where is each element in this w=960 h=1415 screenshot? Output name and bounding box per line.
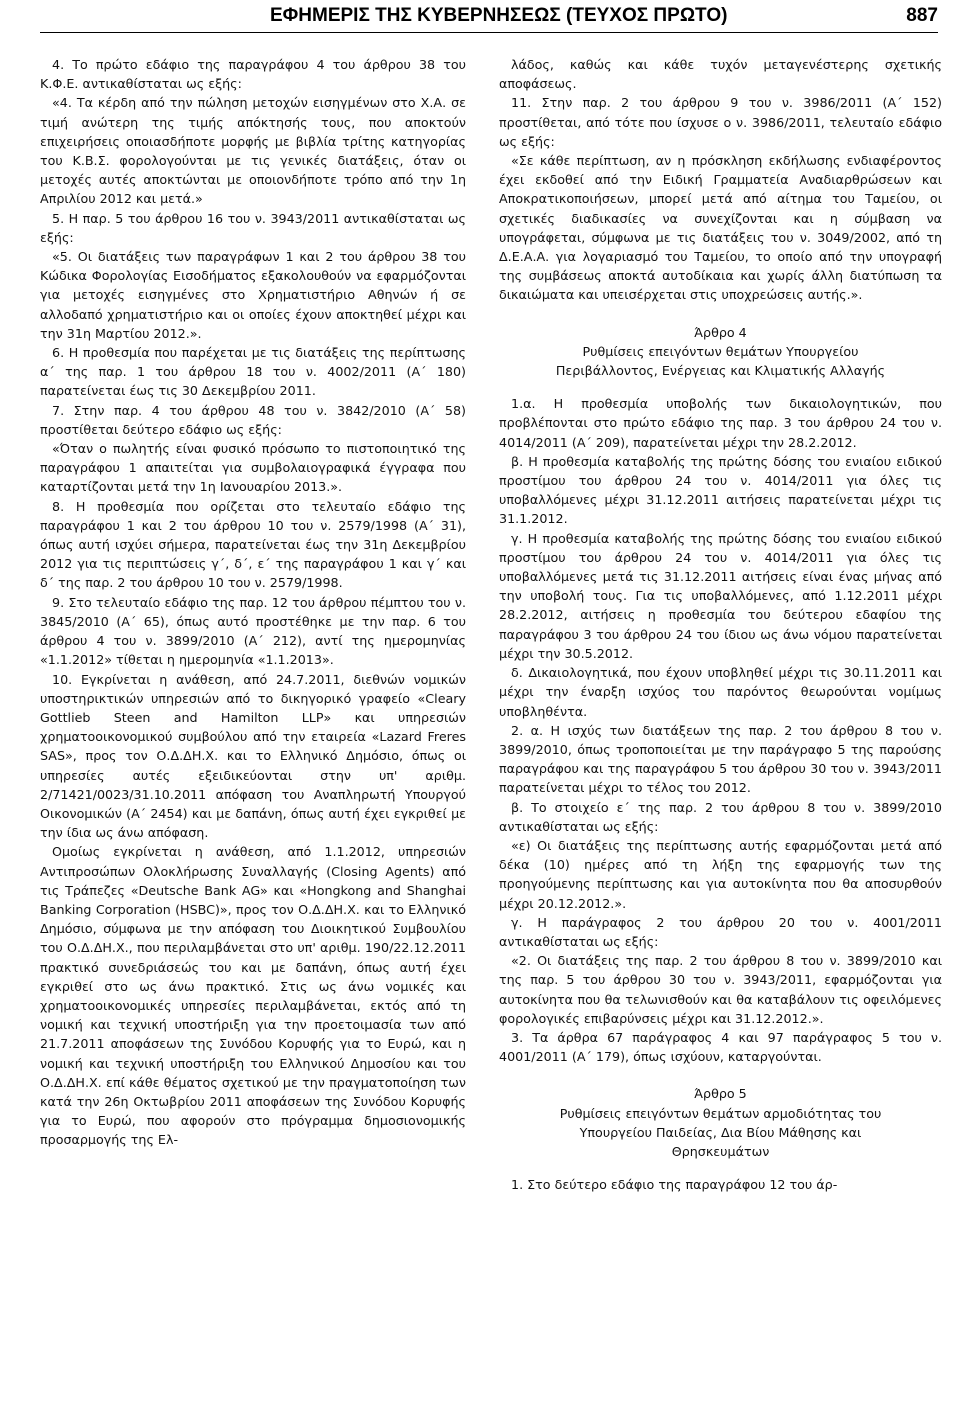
article-5-title-line: Ρυθμίσεις επειγόντων θεμάτων αρμοδιότητας του xyxy=(559,1105,882,1121)
article-4-number: Άρθρο 4 xyxy=(694,324,747,340)
paragraph: «ε) Οι διατάξεις της περίπτωσης αυτής εφαρμόζονται μετά από δέκα (10) ημέρες από τη λήξη της εφαρμογής των της προηγούμενης περίπτωσης και για αυτοκίνητα που θα αποσυρθούν μέχρι 20.12.2012.». xyxy=(499,837,942,911)
paragraph: «Όταν ο πωλητής είναι φυσικό πρόσωπο το πιστοποιητικό της παραγράφου 1 απαιτείται για συμβολαιογραφικά έγγραφα που καταρτίζονται μετά την 1η Ιανουαρίου 2013.». xyxy=(40,441,466,495)
paragraph: λάδος, καθώς και κάθε τυχόν μεταγενέστερης σχετικής αποφάσεως. xyxy=(499,57,942,92)
paragraph: «5. Οι διατάξεις των παραγράφων 1 και 2 του άρθρου 38 του Κώδικα Φορολογίας Εισοδήματος εξακολουθούν να εφαρμόζονται για μετοχές εισηγμένες στο Χρηματιστήριο Αθηνών ή σε αλλοδαπό χρηματιστήριο και οι οποίες έχουν αποκτηθεί μέχρι και την 31η Μαρτίου 2012.». xyxy=(40,249,466,341)
paragraph: 1.α. Η προθεσμία υποβολής των δικαιολογητικών, που προβλέπονται στο πρώτο εδάφιο της παρ. 3 του άρθρου 24 του ν. 4014/2011 (Α΄ 209), παρατείνεται μέχρι την 28.2.2012. xyxy=(499,396,942,450)
paragraph: 8. Η προθεσμία που ορίζεται στο τελευταίο εδάφιο της παραγράφου 1 και 2 του άρθρου 10 του ν. 2579/1998 (Α΄ 31), όπως αυτή ισχύει σήμερα, παρατείνεται έως την 31η Δεκεμβρίου 2012 για τις περιπτώσεις γ΄, δ΄, ε΄ της παραγράφου 1 και γ΄ και δ΄ της παρ. 2 του άρθρου 10 του ν. 2579/1998. xyxy=(40,498,466,591)
paragraph: 11. Στην παρ. 2 του άρθρου 9 του ν. 3986/2011 (Α΄ 152) προστίθεται, από τότε που ίσχυσε ο ν. 3986/2011, τελευταίο εδάφιο ως εξής: xyxy=(499,95,942,149)
article-4-title-line: Ρυθμίσεις επειγόντων θεμάτων Υπουργείου xyxy=(582,343,859,359)
article-5-title-line: Υπουργείου Παιδείας, Δια Βίου Μάθησης και xyxy=(579,1124,862,1140)
paragraph: δ. Δικαιολογητικά, που έχουν υποβληθεί μέχρι τις 30.11.2011 και μέχρι την έναρξη ισχύος του παρόντος θεωρούνται νομίμως υποβληθέντα. xyxy=(499,665,942,719)
paragraph: «Σε κάθε περίπτωση, αν η πρόσκληση εκδήλωσης ενδιαφέροντος έχει εκδοθεί από την Ειδική Γραμματεία Αναδιαρθρώσεων και Αποκρατικοποιήσεων, μπορεί μετά από αίτημα του Ταμείου, οι σχετικές διαδικασίες να συνεχίζονται και η σύμβαση να υπογράφεται, σύμφωνα με τις διατάξεις του ν. 3049/2002, από τη Δ.Ε.Α.Α. για λογαριασμό του Ταμείου, το οποίο από την υπογραφή της συμβάσεως αποκτά αυτοδίκαια και χωρίς άλλη διατύπωση τα δικαιώματα και υπεισέρχεται στις υποχρεώσεις αυτής.». xyxy=(499,153,942,303)
page-header xyxy=(40,2,938,33)
article-5-title-line: Θρησκευμάτων xyxy=(671,1143,770,1159)
paragraph: «4. Τα κέρδη από την πώληση μετοχών εισηγμένων στο Χ.Α. σε τιμή ανώτερη της τιμής απόκτησής τους, που αποκτούν επιχειρήσεις οποιασδήποτε μορφής με βιβλία τρίτης κατηγορίας του Κ.Β.Σ. φορολογούνται με τις γενικές διατάξεις, όταν οι μετοχές αυτές αποκτώνται με οποιονδήποτε τρόπο από την 1η Απριλίου 2012 και μετά.» xyxy=(40,95,466,207)
left-column xyxy=(40,55,466,1150)
paragraph: β. Η προθεσμία καταβολής της πρώτης δόσης του ενιαίου ειδικού προστίμου του άρθρου 24 του ν. 4014/2011 για όλες τις υποβαλλόμενες μέχρι 31.12.2011 αιτήσεις παρατείνεται μέχρι τις 31.1.2012. xyxy=(499,453,942,527)
paragraph: γ. Η παράγραφος 2 του άρθρου 20 του ν. 4001/2011 αντικαθίσταται ως εξής: xyxy=(499,914,942,949)
paragraph: 4. Το πρώτο εδάφιο της παραγράφου 4 του άρθρου 38 του Κ.Φ.Ε. αντικαθίσταται ως εξής: xyxy=(40,57,466,92)
paragraph: 3. Τα άρθρα 67 παράγραφος 4 και 97 παράγραφος 5 του ν. 4001/2011 (Α΄ 179), όπως ισχύουν, καταργούνται. xyxy=(499,1029,942,1065)
paragraph: 10. Εγκρίνεται η ανάθεση, από 24.7.2011, διεθνών νομικών υποστηρικτικών υπηρεσιών από το δικηγορικό γραφείο «Cleary Gottlieb Steen and Hamilton LLP» και υπηρεσιών χρηματοοικονομικού συμβούλου από την εταιρεία «Lazard Freres SAS», προς τον Ο.Δ.ΔΗ.Χ. και το Ελληνικό Δημόσιο, όπως οι υπηρεσίες αυτές εξειδικεύονται στην υπ' αριθμ. 2/71421/0023/31.10.2011 απόφαση του Αναπληρωτή Υπουργού Οικονομικών (Α΄ 2454) και με δαπάνη, όπως αυτή έχει εγκριθεί με την ίδια ως άνω απόφαση. xyxy=(40,671,466,841)
paragraph: 5. Η παρ. 5 του άρθρου 16 του ν. 3943/2011 αντικαθίσταται ως εξής: xyxy=(40,210,466,245)
paragraph: «2. Οι διατάξεις της παρ. 2 του άρθρου 8 του ν. 3899/2010 και της παρ. 5 του άρθρου 30 του ν. 3943/2011, εφαρμόζονται για αυτοκίνητα που θα τελωνισθούν και θα καταβάλουν τις οφειλόμενες φορολογικές επιβαρύνσεις μέχρι και 31.12.2012.». xyxy=(499,953,942,1026)
article-4-title-line: Περιβάλλοντος, Ενέργειας και Κλιματικής Αλλαγής xyxy=(555,363,886,379)
paragraph: 2. α. Η ισχύς των διατάξεων της παρ. 2 του άρθρου 8 του ν. 3899/2010, όπως τροποποιείται με την παράγραφο 5 της παρούσης παραγράφου και της παραγράφου 5 του άρθρου 30 του ν. 3943/2011 παρατείνεται μέχρι το τέλος του 2012. xyxy=(499,722,942,796)
paragraph: Ομοίως εγκρίνεται η ανάθεση, από 1.1.2012, υπηρεσιών Αντιπροσώπων Ολοκλήρωσης Συναλλαγής (Closing Agents) από τις Τράπεζες «Deutsche Bank AG» και «Hongkong and Shanghai Banking Corporation (HSBC)», προς τον Ο.Δ.ΔΗ.Χ. και το Ελληνικό Δημόσιο, σύμφωνα με την απόφαση του Διοικητικού Συμβουλίου του Ο.Δ.ΔΗ.Χ., που περιλαμβάνεται στο υπ' αριθμ. 190/22.12.2011 πρακτικό συνεδριάσεώς του και με δαπάνη, όπως αυτή έχει εγκριθεί στο ως άνω πρακτικό. Στις ως άνω νομικές και χρηματοοικονομικές υπηρεσίες περιλαμβάνεται, εκτός από τη νομική και τεχνική υποστήριξη για την προετοιμασία των από 21.7.2011 αποφάσεων της Συνόδου Κορυφής για το Ευρώ, και η νομική και τεχνική υποστήριξη του Ελληνικού Δημοσίου και του Ο.Δ.ΔΗ.Χ. επί κάθε θέματος σχετικού με την πραγματοποίηση των κατά την 26η Οκτωβρίου 2011 αποφάσεων της Συνόδου Κορυφής για το Ευρώ, που αφορούν στο πρόγραμμα δημοσιονομικής προσαρμογής της Ελ- xyxy=(40,844,466,1148)
paragraph: β. Το στοιχείο ε΄ της παρ. 2 του άρθρου 8 του ν. 3899/2010 αντικαθίσταται ως εξής: xyxy=(499,799,942,834)
article-5-number: Άρθρο 5 xyxy=(694,1086,747,1102)
gazette-title: ΕΦΗΜΕΡΙΣ ΤΗΣ ΚΥΒΕΡΝΗΣΕΩΣ (ΤΕΥΧΟΣ ΠΡΩΤΟ) xyxy=(270,5,728,26)
paragraph: 9. Στο τελευταίο εδάφιο της παρ. 12 του άρθρου πέμπτου του ν. 3845/2010 (Α΄ 65), όπως αυτό προστέθηκε με την παρ. 6 του άρθρου 4 του ν. 3899/2010 (Α΄ 212), αντί της ημερομηνίας «1.1.2012» τίθεται η ημερομηνία «1.1.2013». xyxy=(40,594,466,668)
right-column xyxy=(499,55,942,1194)
paragraph: 1. Στο δεύτερο εδάφιο της παραγράφου 12 του άρ- xyxy=(511,1177,838,1193)
paragraph: 7. Στην παρ. 4 του άρθρου 48 του ν. 3842/2010 (Α΄ 58) προστίθεται δεύτερο εδάφιο ως εξής: xyxy=(40,402,466,437)
paragraph: γ. Η προθεσμία καταβολής της πρώτης δόσης του ενιαίου ειδικού προστίμου του άρθρου 24 του ν. 4014/2011 για όλες τις υποβαλλόμενες μετά τις 31.12.2011 αιτήσεις είναι ένας μήνας από την υποβολή τους. Για τις υποβαλλόμενες, από 1.12.2011 μέχρι 28.2.2012, αιτήσεις η προθεσμία του δεύτερου εδαφίου της παραγράφου 3 του άρθρου 24 του ίδιου ως άνω νόμου παρατείνεται μέχρι την 30.5.2012. xyxy=(499,530,942,661)
paragraph: 6. Η προθεσμία που παρέχεται με τις διατάξεις της περίπτωσης α΄ της παρ. 1 του άρθρου 18 του ν. 4002/2011 (Α΄ 180) παρατείνεται έως τις 30 Δεκεμβρίου 2011. xyxy=(40,345,466,399)
page-number: 887 xyxy=(906,5,938,26)
